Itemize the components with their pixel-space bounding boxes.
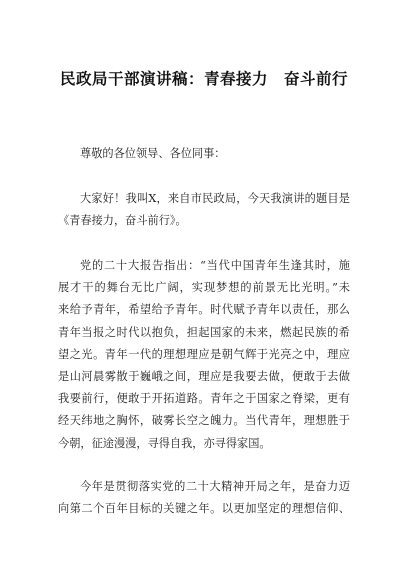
paragraph-line: 望之光。青年一代的理想理应是朝气辉于光亮之中，理应 bbox=[58, 347, 350, 361]
salutation bbox=[58, 143, 350, 165]
paragraph-line: 是山河晨雾散于巍峨之间，理应是我要去做，便敢于去做 bbox=[58, 369, 350, 383]
paragraph-line: 党的二十大报告指出：“当代中国青年生逢其时，施 bbox=[80, 259, 350, 272]
paragraph-line: 今朝，征途漫漫，寻得自我，亦寻得家国。 bbox=[58, 436, 271, 450]
paragraph-1 bbox=[58, 188, 350, 232]
paragraph-line: 展才干的舞台无比广阔，实现梦想的前景无比光明。”未 bbox=[58, 281, 350, 295]
paragraph-line: 经天纬地之胸怀，破雾长空之魄力。当代青年，理想胜于 bbox=[58, 414, 350, 428]
paragraph-line: 来给予青年，希望给予青年。时代赋予青年以责任，那么 bbox=[58, 303, 350, 317]
paragraph-2 bbox=[58, 255, 350, 455]
paragraph-line: 大家好！我叫X，来自市民政局，今天我演讲的题目是 bbox=[80, 192, 350, 205]
paragraph-line: 今年是贯彻落实党的二十大精神开局之年，是奋力迈 bbox=[80, 480, 350, 493]
paragraph-line: 青年当报之时代以抱负，担起国家的未来，燃起民族的希 bbox=[58, 325, 350, 339]
paragraph-line: 《青春接力，奋斗前行》。 bbox=[58, 214, 187, 228]
document-title: 民政局干部演讲稿：青春接力 奋斗前行 bbox=[59, 70, 348, 88]
salutation-line: 尊敬的各位领导、各位同事： bbox=[80, 147, 226, 160]
paragraph-line: 我要前行，便敢于开拓道路。青年之于国家之脊梁，更有 bbox=[58, 392, 350, 406]
paragraph-3 bbox=[58, 476, 350, 520]
paragraph-line: 向第二个百年目标的关键之年。以更加坚定的理想信仰、 bbox=[58, 502, 350, 516]
